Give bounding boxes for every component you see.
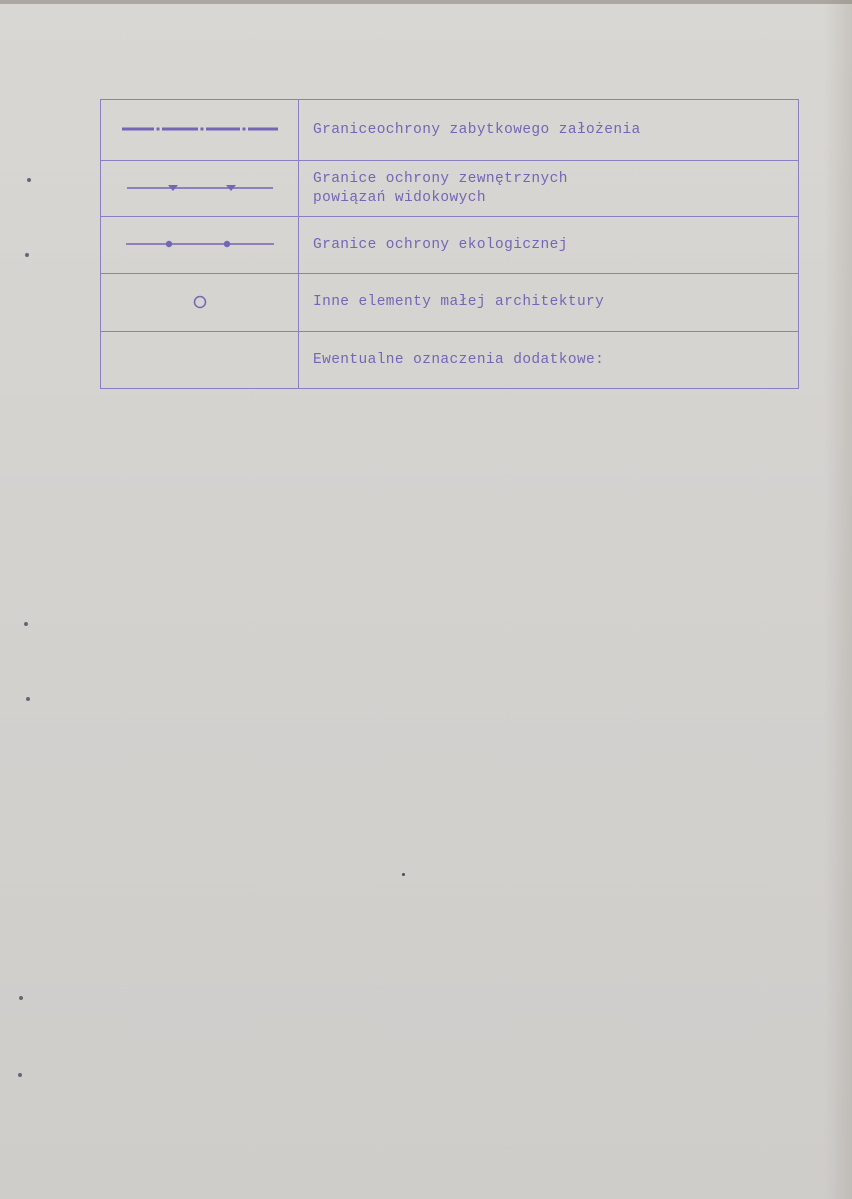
dash-dot-boundary-line-icon (120, 124, 280, 134)
page-right-edge (824, 0, 852, 1199)
legend-label-cell (299, 161, 799, 217)
legend-row (101, 274, 799, 332)
legend-symbol-cell (101, 100, 299, 161)
open-circle-icon (192, 294, 208, 310)
legend-label-cell (299, 332, 799, 389)
legend-symbol-cell (101, 274, 299, 332)
legend-label-cell (299, 100, 799, 161)
legend-row (101, 161, 799, 217)
legend-row (101, 217, 799, 274)
legend-label-cell (299, 217, 799, 274)
punch-hole (27, 178, 31, 182)
legend-label: Ewentualne oznaczenia dodatkowe: (313, 351, 605, 368)
ink-speck (402, 873, 405, 876)
punch-hole (25, 253, 29, 257)
punch-hole (26, 697, 30, 701)
line-with-triangle-markers-icon (125, 182, 275, 194)
punch-hole (24, 622, 28, 626)
page-top-edge (0, 0, 852, 4)
legend-symbol-cell (101, 161, 299, 217)
punch-hole (18, 1073, 22, 1077)
legend-row (101, 100, 799, 161)
legend-label: Granice ochrony ekologicznej (313, 236, 568, 253)
legend-symbol-cell (101, 217, 299, 274)
legend-row (101, 332, 799, 389)
legend-label: Inne elementy małej architektury (313, 294, 605, 310)
legend-label-line-1: Granice ochrony zewnętrznych (313, 170, 568, 187)
punch-hole (19, 996, 23, 1000)
legend-symbol-cell (101, 332, 299, 389)
legend-label: Graniceochrony zabytkowego założenia (313, 121, 641, 138)
legend-label-line-2: powiązań widokowych (313, 189, 486, 206)
legend-table (100, 99, 799, 389)
legend-label-cell (299, 274, 799, 332)
line-with-dot-markers-icon (124, 238, 276, 250)
